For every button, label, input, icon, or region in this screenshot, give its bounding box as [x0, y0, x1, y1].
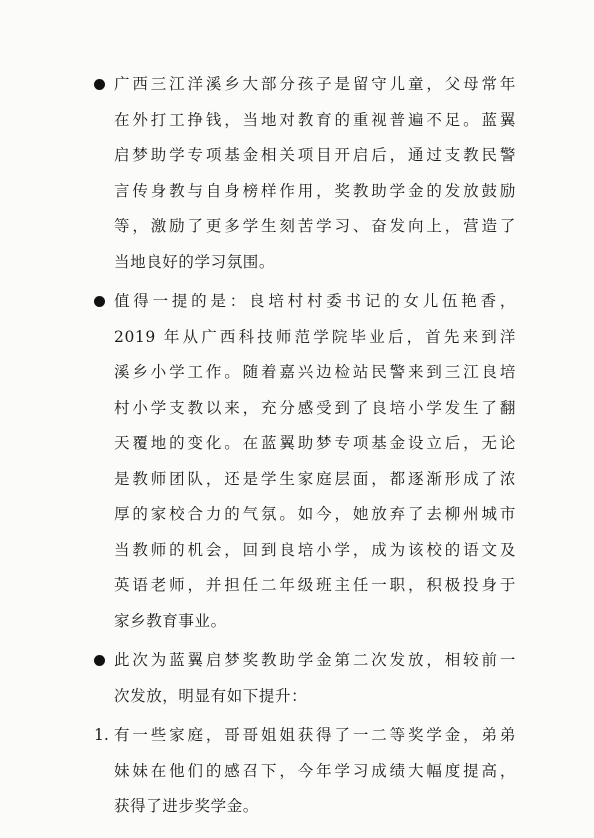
paragraph-line: 溪乡小学工作。随着嘉兴边检站民警来到三江良培 — [114, 363, 516, 381]
list-number: 1. — [94, 726, 109, 744]
paragraph-line: 广西三江洋溪乡大部分孩子是留守儿童，父母常年 — [114, 75, 516, 93]
paragraph-line: 启梦助学专项基金相关项目开启后，通过支教民警 — [114, 146, 516, 164]
paragraph-line: 获得了进步奖学金。 — [114, 797, 259, 815]
paragraph-line: 值得一提的是：良培村村委书记的女儿伍艳香， — [114, 292, 516, 310]
numbered-paragraph-1 — [94, 718, 516, 825]
paragraph-line: 等，激励了更多学生刻苦学习、奋发向上，营造了 — [114, 217, 516, 235]
paragraph-line: 当教师的机会，回到良培小学，成为该校的语文及 — [114, 540, 516, 559]
bullet-point-icon — [94, 655, 105, 666]
bullet-point-icon — [94, 79, 105, 90]
paragraph-line: 2019 年从广西科技师范学院毕业后，首先来到洋 — [114, 327, 516, 346]
paragraph-line: 在外打工挣钱，当地对教育的重视普遍不足。蓝翼 — [114, 110, 516, 129]
paragraph-line: 家乡教育事业。 — [114, 611, 227, 630]
paragraph-line: 厚的家校合力的气氛。如今，她放弃了去柳州城市 — [114, 505, 516, 523]
paragraph-line: 言传身教与自身榜样作用，奖教助学金的发放鼓励 — [114, 181, 516, 200]
paragraph-line: 有一些家庭，哥哥姐姐获得了一二等奖学金，弟弟 — [114, 726, 516, 744]
bullet-paragraph-3 — [94, 643, 516, 714]
paragraph-line: 妹妹在他们的感召下，今年学习成绩大幅度提高， — [114, 761, 516, 780]
paragraph-line: 次发放，明显有如下提升： — [114, 686, 308, 705]
bullet-paragraph-2 — [94, 284, 516, 639]
paragraph-line: 是教师团队，还是学生家庭层面，都逐渐形成了浓 — [114, 469, 516, 488]
bullet-paragraph-1 — [94, 67, 516, 280]
paragraph-line: 村小学支教以来，充分感受到了良培小学发生了翻 — [114, 398, 516, 417]
paragraph-line: 此次为蓝翼启梦奖教助学金第二次发放，相较前一 — [114, 651, 516, 669]
paragraph-line: 天覆地的变化。在蓝翼助梦专项基金设立后，无论 — [114, 434, 516, 452]
paragraph-line: 英语老师，并担任二年级班主任一职，积极投身于 — [114, 576, 516, 594]
bullet-point-icon — [94, 296, 105, 307]
paragraph-line: 当地良好的学习氛围。 — [114, 252, 276, 271]
